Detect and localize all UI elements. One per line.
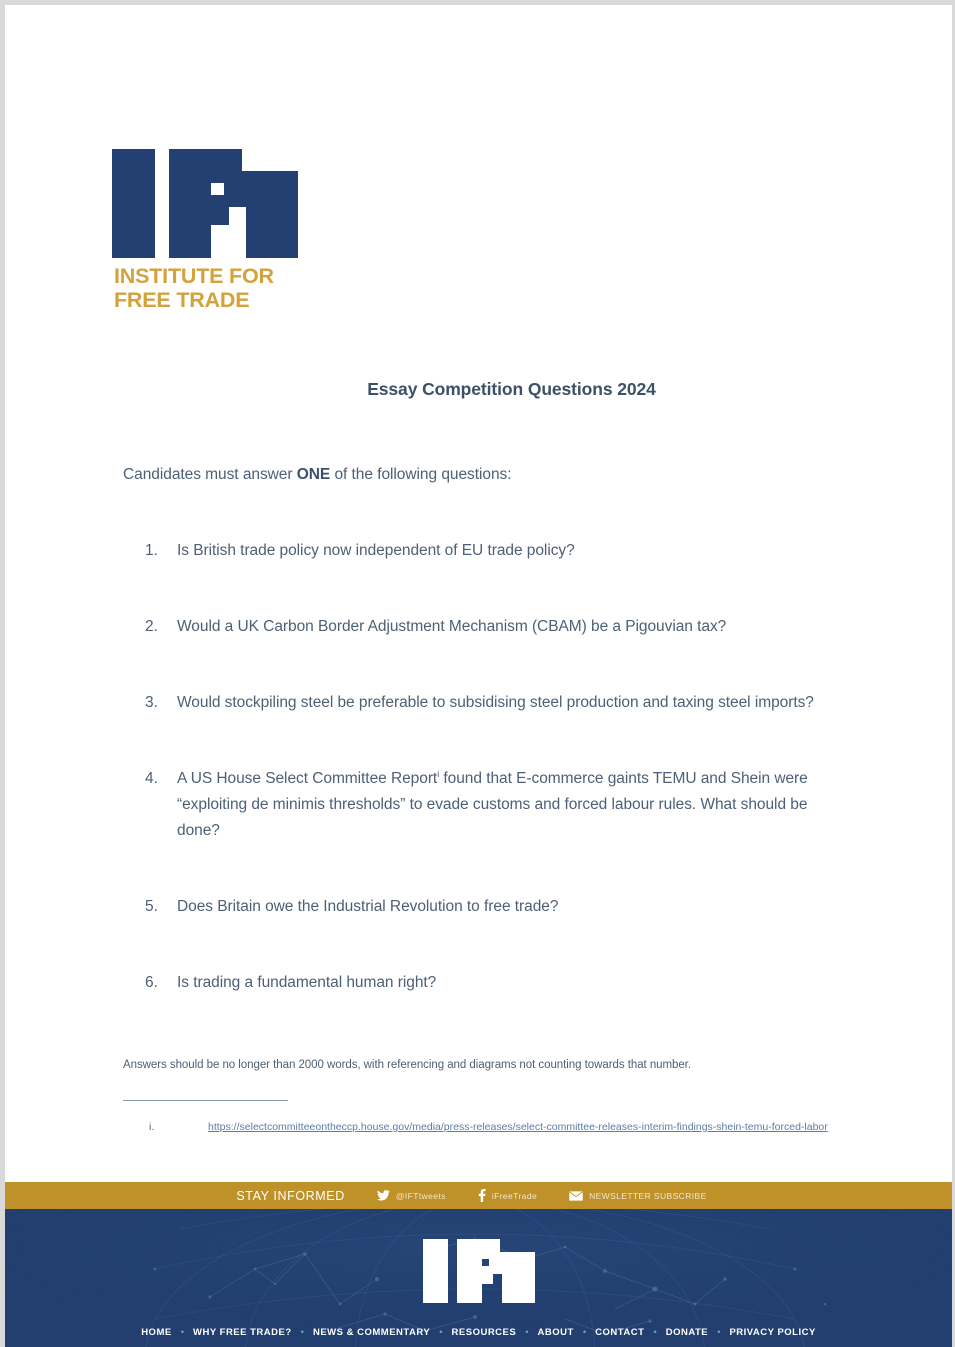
newsletter-subscribe-link[interactable] bbox=[569, 1191, 707, 1201]
footnote-separator-rule bbox=[123, 1100, 288, 1101]
twitter-handle: @IFTtweets bbox=[395, 1190, 446, 1201]
logo-letter-t-stem bbox=[246, 171, 298, 258]
footer-nav-item-contact[interactable]: CONTACT bbox=[595, 1327, 645, 1338]
logo-wordmark-line-2: FREE TRADE bbox=[114, 287, 250, 312]
stay-informed-label: STAY INFORMED bbox=[236, 1188, 345, 1203]
question-number: 1. bbox=[145, 542, 158, 559]
intro-emphasis: ONE bbox=[296, 466, 331, 483]
logo-letter-f-mid bbox=[169, 195, 229, 225]
question-text: Does Britain owe the Industrial Revolution to free trade? bbox=[177, 898, 559, 915]
footer-nav-item-privacy-policy[interactable]: PRIVACY POLICY bbox=[729, 1327, 816, 1338]
footer-nav-separator: • bbox=[525, 1327, 529, 1338]
footer-nav-separator: • bbox=[180, 1327, 185, 1338]
question-item bbox=[145, 970, 845, 996]
footer-nav-item-donate[interactable]: DONATE bbox=[665, 1327, 709, 1338]
envelope-icon bbox=[569, 1191, 583, 1201]
intro-prefix: Candidates must answer bbox=[123, 466, 297, 483]
footer-logo-letter-i bbox=[423, 1239, 448, 1303]
newsletter-label: NEWSLETTER SUBSCRIBE bbox=[589, 1190, 707, 1201]
intro-suffix: of the following questions: bbox=[330, 466, 512, 483]
question-text: Would a UK Carbon Border Adjustment Mechanism (CBAM) be a Pigouvian tax? bbox=[177, 618, 727, 635]
footer-nav-separator: • bbox=[653, 1327, 657, 1338]
footnote bbox=[123, 1119, 843, 1135]
footer-nav-item-resources[interactable]: RESOURCES bbox=[451, 1327, 517, 1338]
footer-nav-item-about[interactable]: ABOUT bbox=[537, 1327, 574, 1338]
footnote-marker: i. bbox=[149, 1121, 155, 1133]
footer-nav-item-home[interactable]: HOME bbox=[141, 1327, 172, 1338]
question-number: 6. bbox=[145, 974, 158, 991]
footer-nav-separator: • bbox=[300, 1327, 304, 1338]
question-number: 2. bbox=[145, 618, 158, 635]
footer-nav-item-news-commentary[interactable]: NEWS & COMMENTARY bbox=[312, 1327, 431, 1338]
question-text-before-note: A US House Select Committee Report bbox=[177, 770, 438, 787]
word-limit-note: Answers should be no longer than 2000 words, with referencing and diagrams not counting towards that number. bbox=[123, 1059, 692, 1071]
question-text: Is British trade policy now independent of EU trade policy? bbox=[177, 542, 575, 559]
document-page bbox=[5, 5, 952, 1347]
intro-instruction bbox=[123, 466, 511, 484]
logo-wordmark-line-1: INSTITUTE FOR bbox=[114, 264, 274, 288]
footnote-reference-marker[interactable]: i bbox=[437, 768, 440, 779]
question-item bbox=[145, 690, 845, 716]
question-number: 5. bbox=[145, 898, 158, 915]
footer-ift-logo bbox=[423, 1235, 535, 1303]
footer-navigation bbox=[5, 1327, 952, 1338]
question-number: 3. bbox=[145, 694, 158, 711]
question-number: 4. bbox=[145, 770, 158, 787]
question-item bbox=[145, 614, 845, 640]
question-text: Would stockpiling steel be preferable to subsidising steel production and taxing steel imports? bbox=[177, 694, 814, 711]
footer-logo-letter-t-stem bbox=[502, 1252, 535, 1303]
footer-logo-letter-f-mid bbox=[457, 1266, 493, 1284]
facebook-link[interactable] bbox=[478, 1189, 537, 1202]
stay-informed-bar bbox=[5, 1182, 952, 1209]
questions-list bbox=[145, 538, 845, 1046]
page-title: Essay Competition Questions 2024 bbox=[367, 379, 656, 399]
twitter-link[interactable] bbox=[377, 1190, 446, 1201]
question-text bbox=[177, 766, 832, 844]
footer-nav-separator: • bbox=[582, 1327, 587, 1338]
footer-nav-separator: • bbox=[717, 1327, 721, 1338]
footer-nav-item-why-free-trade[interactable]: WHY FREE TRADE? bbox=[193, 1327, 292, 1338]
question-text-after-note: found that E-commerce gaints TEMU and Shein were “exploiting de minimis thresholds” to evade customs and forced labour rules. What should be done? bbox=[177, 770, 808, 839]
twitter-icon bbox=[377, 1190, 390, 1201]
question-item bbox=[145, 894, 845, 920]
facebook-handle: iFreeTrade bbox=[491, 1190, 538, 1201]
footer-nav-separator: • bbox=[439, 1327, 443, 1338]
question-item bbox=[145, 766, 845, 844]
footnote-link[interactable]: https://selectcommitteeontheccp.house.gov/media/press-releases/select-committee-releases-interim-findings-shein-temu-forced-labor bbox=[208, 1121, 828, 1133]
site-footer bbox=[5, 1209, 952, 1347]
question-text: Is trading a fundamental human right? bbox=[177, 974, 437, 991]
facebook-icon bbox=[478, 1189, 486, 1202]
logo-letter-i bbox=[112, 149, 155, 258]
ift-logo-mark bbox=[112, 143, 302, 258]
ift-logo bbox=[112, 143, 312, 318]
ift-logo-wordmark bbox=[114, 265, 274, 312]
question-item bbox=[145, 538, 845, 564]
